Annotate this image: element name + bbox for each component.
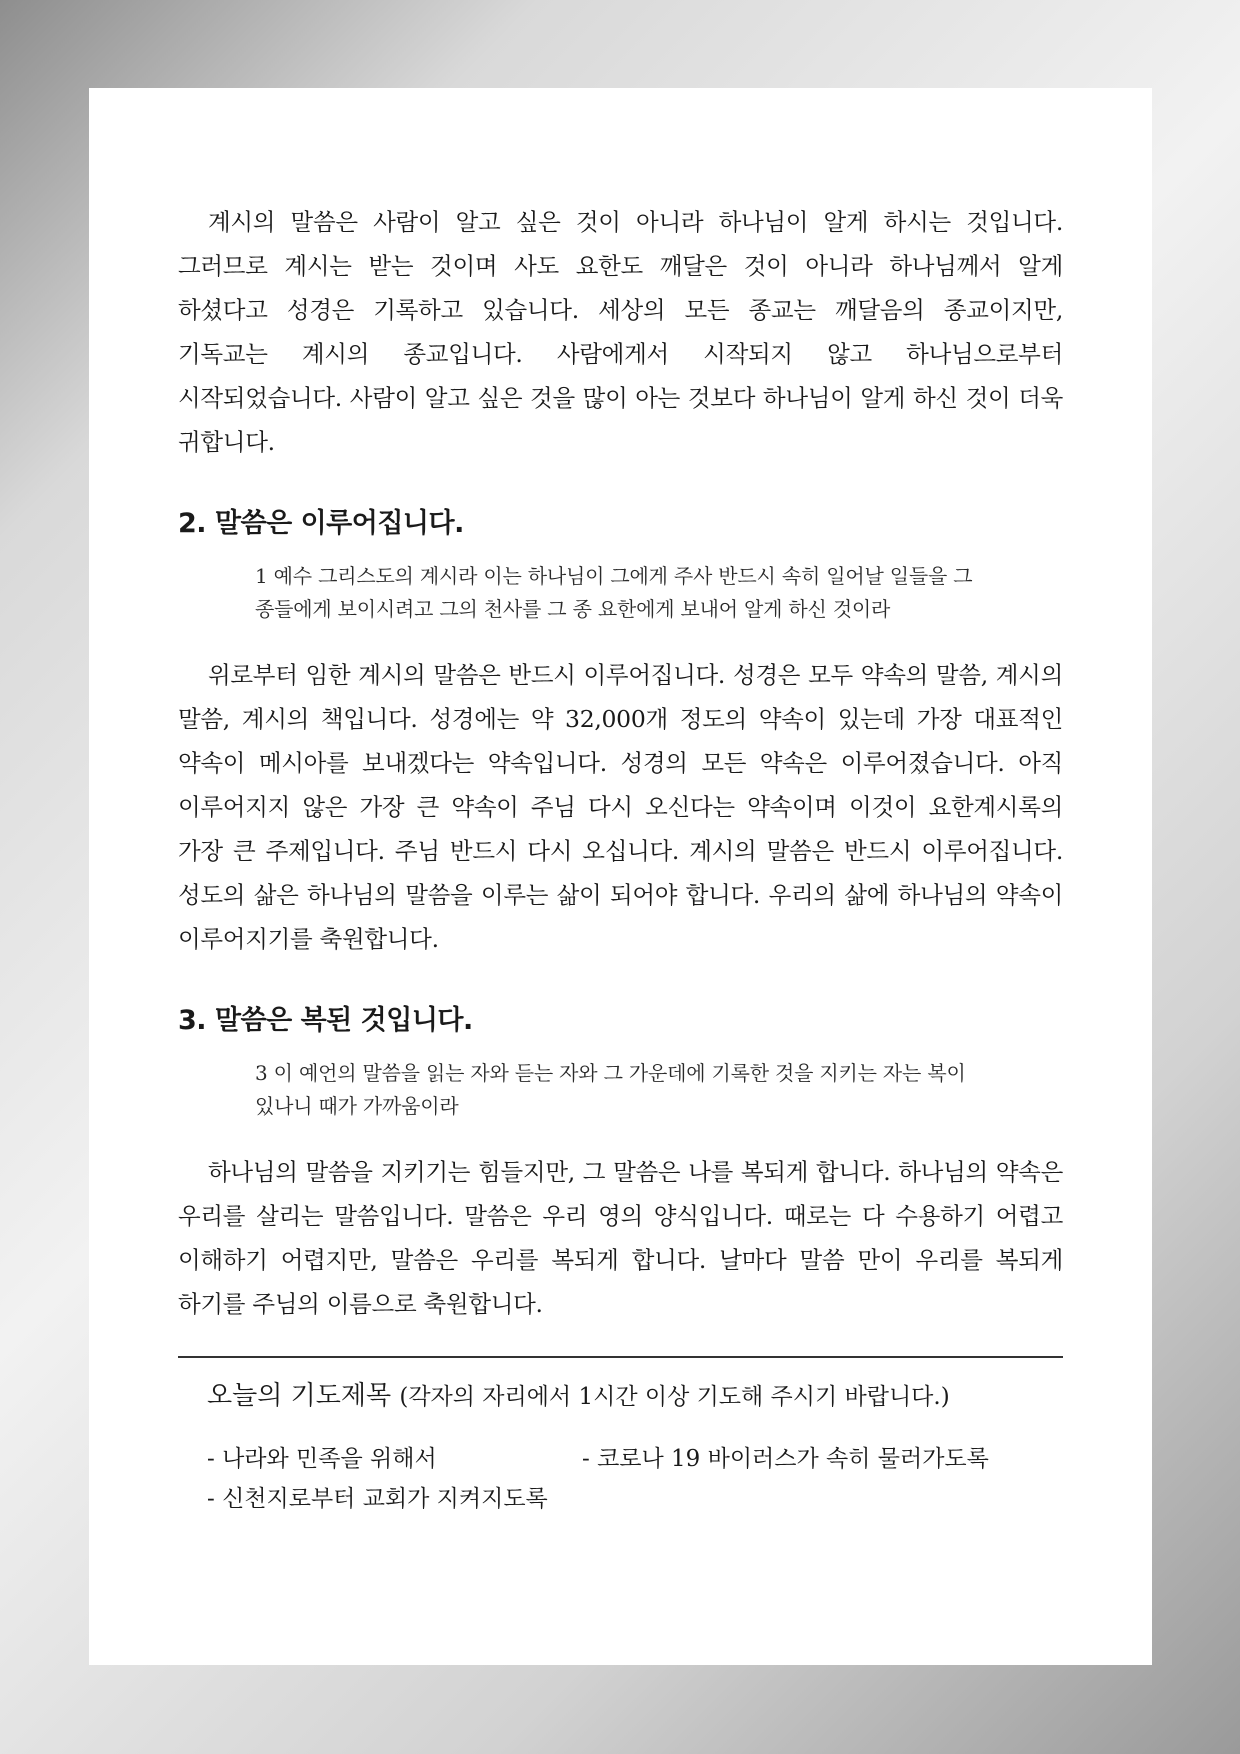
prayer-title: 오늘의 기도제목 [207,1381,392,1411]
prayer-subtitle: (각자의 자리에서 1시간 이상 기도해 주시기 바랍니다.) [399,1384,950,1410]
section-2-verse: 1 예수 그리스도의 계시라 이는 하나님이 그에게 주사 반드시 속히 일어날 일들을 그 종들에게 보이시려고 그의 천사를 그 종 요한에게 보내어 알게 하신 것이라 [255,564,973,621]
page-content [178,200,1063,1517]
prayer-item: - 신천지로부터 교회가 지켜지도록 [207,1486,548,1512]
intro-paragraph: 계시의 말씀은 사람이 알고 싶은 것이 아니라 하나님이 알게 하시는 것입니다. 그러므로 계시는 받는 것이며 사도 요한도 깨달은 것이 아니라 하나님께서 알게 하셨다고 성경은 기록하고 있습니다. 세상의 모든 종교는 깨달음의 종교이지만, 기독교는 계시의 종교입니다. 사람에게서 시작되지 않고 하나님으로부터 시작되었습니다. 사람이 알고 싶은 것을 많이 아는 것보다 하나님이 알게 하신 것이 더욱 귀합니다. [178,208,1063,456]
prayer-list [207,1441,1027,1517]
section-2-body: 위로부터 임한 계시의 말씀은 반드시 이루어집니다. 성경은 모두 약속의 말씀, 계시의 말씀, 계시의 책입니다. 성경에는 약 32,000개 정도의 약속이 있는데 가장 대표적인 약속이 메시아를 보내겠다는 약속입니다. 성경의 모든 약속은 이루어졌습니다. 아직 이루어지지 않은 가장 큰 약속이 주님 다시 오신다는 약속이며 이것이 요한계시록의 가장 큰 주제입니다. 주님 반드시 다시 오십니다. 계시의 말씀은 반드시 이루어집니다. 성도의 삶은 하나님의 말씀을 이루는 삶이 되어야 합니다. 우리의 삶에 하나님의 약속이 이루어지기를 축원합니다. [178,661,1063,953]
section-2-heading: 2. 말씀은 이루어집니다. [178,508,464,539]
prayer-item: - 나라와 민족을 위해서 [207,1446,437,1472]
section-3-heading: 3. 말씀은 복된 것입니다. [178,1005,473,1036]
document-page [89,88,1152,1665]
prayer-item: - 코로나 19 바이러스가 속히 물러가도록 [582,1446,989,1472]
section-3-body: 하나님의 말씀을 지키기는 힘들지만, 그 말씀은 나를 복되게 합니다. 하나님의 약속은 우리를 살리는 말씀입니다. 말씀은 우리 영의 양식입니다. 때로는 다 수용하기 어렵고 이해하기 어렵지만, 말씀은 우리를 복되게 합니다. 날마다 말씀 만이 우리를 복되게 하기를 주님의 이름으로 축원합니다. [178,1158,1063,1318]
prayer-title-line [207,1378,1063,1415]
section-3-verse: 3 이 예언의 말씀을 읽는 자와 듣는 자와 그 가운데에 기록한 것을 지키는 자는 복이 있나니 때가 가까움이라 [255,1061,966,1118]
